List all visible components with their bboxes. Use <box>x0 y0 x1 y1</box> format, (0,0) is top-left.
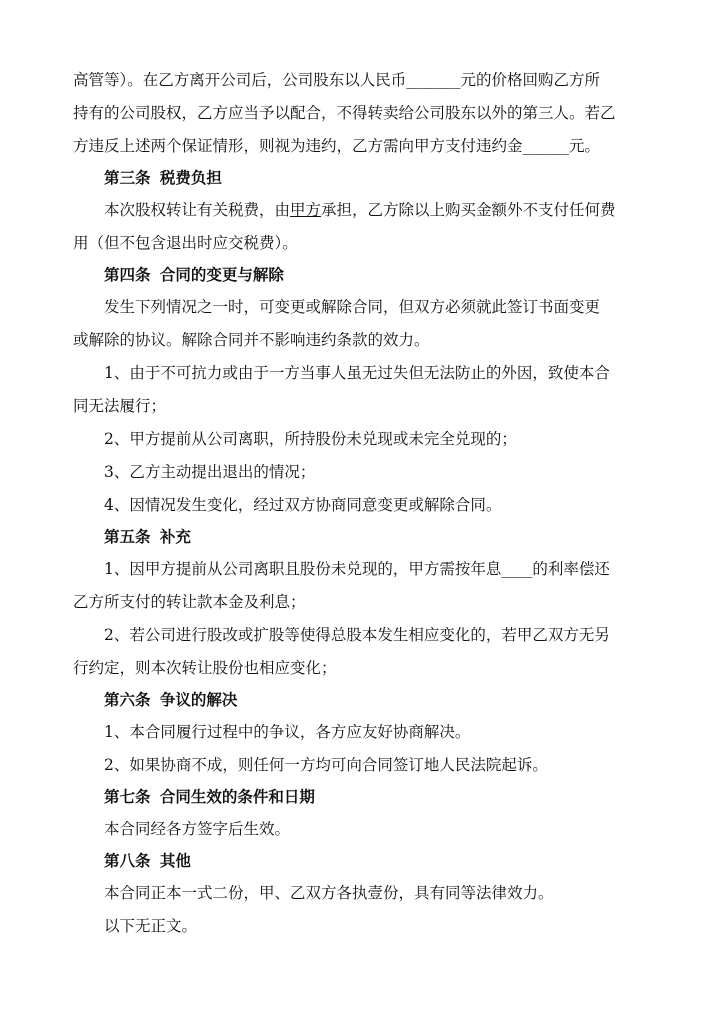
blank-field: _______ <box>406 71 461 89</box>
article-number: 第七条 <box>104 787 151 806</box>
text-segment: 本次股权转让有关税费，由 <box>104 201 291 219</box>
list-item: 1、本合同履行过程中的争议，各方应友好协商解决。 <box>104 723 471 741</box>
article-4-heading <box>104 267 284 283</box>
text-segment: 承担，乙方除以上购买金额外不支付任何费 <box>321 201 616 219</box>
paragraph-line: 或解除的协议。解除合同并不影响违约条款的效力。 <box>73 331 430 349</box>
text-segment: 元的价格回购乙方所 <box>460 71 601 89</box>
blank-field: ____ <box>501 560 533 578</box>
article-number: 第三条 <box>104 168 151 187</box>
paragraph-line: 本合同正本一式二份，甲、乙双方各执壹份，具有同等法律效力。 <box>104 884 554 902</box>
blank-field: ______ <box>522 137 570 155</box>
article-title: 争议的解决 <box>159 690 238 709</box>
text-segment: 1、因甲方提前从公司离职且股份未兑现的，甲方需按年息 <box>104 560 502 578</box>
list-item: 3、乙方主动提出退出的情况； <box>104 463 316 481</box>
article-title: 税费负担 <box>159 168 222 187</box>
text-segment: 的利率偿还 <box>532 560 610 578</box>
article-8-heading <box>104 853 191 869</box>
article-5-heading <box>104 529 191 545</box>
article-number: 第六条 <box>104 690 151 709</box>
list-item: 2、甲方提前从公司离职，所持股份未兑现或未完全兑现的； <box>104 430 517 448</box>
article-6-heading <box>104 692 237 708</box>
list-item: 2、若公司进行股改或扩股等使得总股本发生相应变化的，若甲乙双方无另 <box>104 626 610 644</box>
paragraph-line: 用（但不包含退出时应交税费）。 <box>73 234 298 252</box>
list-item: 2、如果协商不成，则任何一方均可向合同签订地人民法院起诉。 <box>104 756 548 774</box>
text-segment: 方违反上述两个保证情形，则视为违约，乙方需向甲方支付违约金 <box>73 137 523 155</box>
list-item <box>104 562 610 578</box>
paragraph-line <box>73 73 600 89</box>
article-number: 第五条 <box>104 527 151 546</box>
end-of-text: 以下无正文。 <box>104 917 198 935</box>
article-3-heading <box>104 170 222 186</box>
paragraph-line: 发生下列情况之一时，可变更或解除合同，但双方必须就此签订书面变更 <box>104 298 601 316</box>
text-segment: 元。 <box>569 137 601 155</box>
text-segment: 高管等）。在乙方离开公司后，公司股东以人民币 <box>73 71 407 89</box>
paragraph-line: 本合同经各方签字后生效。 <box>104 820 291 838</box>
article-title: 补充 <box>159 527 191 546</box>
paragraph-line <box>104 203 616 219</box>
underlined-party: 甲方 <box>290 201 322 219</box>
article-title: 其他 <box>159 851 191 870</box>
article-number: 第八条 <box>104 851 151 870</box>
list-item-continuation: 行约定，则本次转让股份也相应变化； <box>73 659 337 677</box>
article-title: 合同生效的条件和日期 <box>159 787 315 806</box>
list-item: 4、因情况发生变化，经过双方协商同意变更或解除合同。 <box>104 496 502 514</box>
article-7-heading <box>104 789 315 805</box>
article-number: 第四条 <box>104 265 151 284</box>
paragraph-line: 持有的公司股权，乙方应当予以配合，不得转卖给公司股东以外的第三人。若乙 <box>73 104 616 122</box>
paragraph-line <box>73 139 600 155</box>
list-item: 1、由于不可抗力或由于一方当事人虽无过失但无法防止的外因，致使本合 <box>104 364 610 382</box>
article-title: 合同的变更与解除 <box>159 265 284 284</box>
list-item-continuation: 同无法履行； <box>73 397 167 415</box>
list-item-continuation: 乙方所支付的转让款本金及利息； <box>73 593 306 611</box>
